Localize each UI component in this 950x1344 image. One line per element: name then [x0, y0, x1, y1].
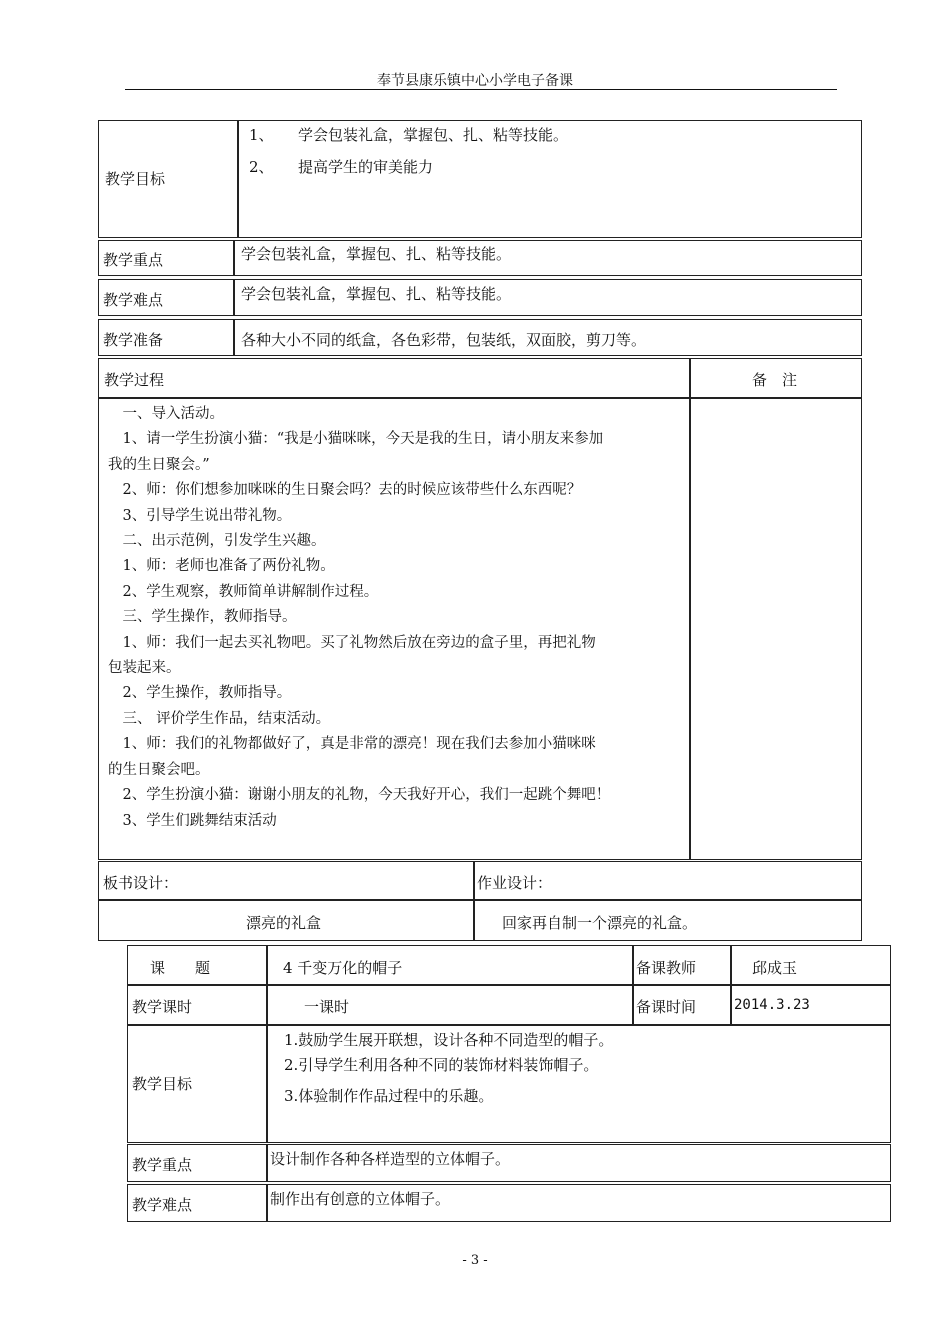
lesson2-key-text: 设计制作各种各样造型的立体帽子。 — [270, 1150, 511, 1168]
lesson2-hours-text: 一课时 — [304, 998, 350, 1016]
header-rule — [125, 89, 837, 90]
process-line: 2、学生观察，教师简单讲解制作过程。 — [108, 583, 379, 600]
lesson2-topic-label: 课 题 — [150, 959, 211, 977]
lesson1-goal-2-num: 2、 — [249, 158, 274, 176]
lesson1-notes-label: 备 注 — [752, 371, 798, 389]
lesson1-board-label: 板书设计： — [103, 874, 179, 892]
process-line: 一、导入活动。 — [108, 406, 224, 422]
lesson1-homework-text: 回家再自制一个漂亮的礼盒。 — [502, 914, 698, 932]
school-header-title: 奉节县康乐镇中心小学电子备课 — [377, 73, 573, 89]
process-line: 1、师：我们的礼物都做好了，真是非常的漂亮！现在我们去参加小猫咪咪 — [108, 736, 596, 753]
lesson1-process-label: 教学过程 — [104, 371, 165, 389]
page-number: - 3 - — [462, 1253, 488, 1268]
lesson1-difficulty-label: 教学难点 — [103, 291, 164, 309]
lesson2-goals-label: 教学目标 — [132, 1075, 193, 1093]
process-line: 3、引导学生说出带礼物。 — [108, 507, 292, 524]
lesson1-goal-1-num: 1、 — [249, 126, 274, 144]
lesson2-hours-label: 教学课时 — [132, 998, 193, 1016]
lesson1-goal-1-text: 学会包装礼盒，掌握包、扎、粘等技能。 — [298, 126, 569, 144]
lesson2-goal-3: 3.体验制作作品过程中的乐趣。 — [284, 1087, 494, 1105]
lesson1-prep-label: 教学准备 — [103, 331, 164, 349]
lesson1-board-text: 漂亮的礼盒 — [246, 914, 322, 932]
process-line: 的生日聚会吧。 — [108, 761, 210, 778]
process-line: 2、学生扮演小猫：谢谢小朋友的礼物，今天我好开心，我们一起跳个舞吧！ — [108, 787, 611, 804]
process-line: 包装起来。 — [108, 660, 181, 677]
process-line: 三、学生操作，教师指导。 — [108, 609, 297, 626]
lesson1-process-text — [108, 402, 683, 834]
lesson2-time-label: 备课时间 — [636, 998, 697, 1016]
lesson1-process-header-cell — [98, 358, 690, 398]
lesson1-prep-text: 各种大小不同的纸盒，各色彩带，包装纸，双面胶，剪刀等。 — [241, 331, 647, 349]
lesson1-key-label: 教学重点 — [103, 251, 164, 269]
process-line: 二、出示范例，引发学生兴趣。 — [108, 533, 326, 550]
process-line: 1、师：老师也准备了两份礼物。 — [108, 558, 335, 575]
lesson2-teacher-label: 备课教师 — [636, 959, 697, 977]
process-line: 我的生日聚会。” — [108, 456, 210, 473]
lesson2-goal-2: 2.引导学生利用各种不同的装饰材料装饰帽子。 — [284, 1056, 599, 1074]
lesson2-time-text: 2014.3.23 — [734, 997, 810, 1013]
process-line: 2、学生操作，教师指导。 — [108, 685, 292, 702]
lesson2-teacher-name: 邱成玉 — [752, 959, 798, 977]
process-line: 三、 评价学生作品，结束活动。 — [108, 710, 331, 727]
lesson2-difficulty-text: 制作出有创意的立体帽子。 — [270, 1190, 451, 1208]
process-line: 1、师：我们一起去买礼物吧。买了礼物然后放在旁边的盒子里，再把礼物 — [108, 634, 596, 651]
lesson2-difficulty-label: 教学难点 — [132, 1196, 193, 1214]
lesson1-notes-body-cell — [690, 398, 862, 860]
lesson2-goal-1: 1.鼓励学生展开联想，设计各种不同造型的帽子。 — [284, 1031, 614, 1049]
process-line: 1、请一学生扮演小猫：“我是小猫咪咪，今天是我的生日，请小朋友来参加 — [108, 431, 604, 448]
lesson1-goal-2-text: 提高学生的审美能力 — [298, 158, 434, 176]
lesson2-topic-text: 4 千变万化的帽子 — [283, 959, 403, 977]
lesson1-difficulty-text: 学会包装礼盒，掌握包、扎、粘等技能。 — [241, 285, 512, 303]
lesson1-homework-label: 作业设计： — [477, 874, 553, 892]
lesson2-key-label: 教学重点 — [132, 1156, 193, 1174]
lesson1-goals-label: 教学目标 — [105, 170, 166, 188]
lesson1-key-text: 学会包装礼盒，掌握包、扎、粘等技能。 — [241, 245, 512, 263]
process-line: 3、学生们跳舞结束活动 — [108, 812, 277, 829]
process-line: 2、师：你们想参加咪咪的生日聚会吗？去的时候应该带些什么东西呢？ — [108, 482, 582, 499]
